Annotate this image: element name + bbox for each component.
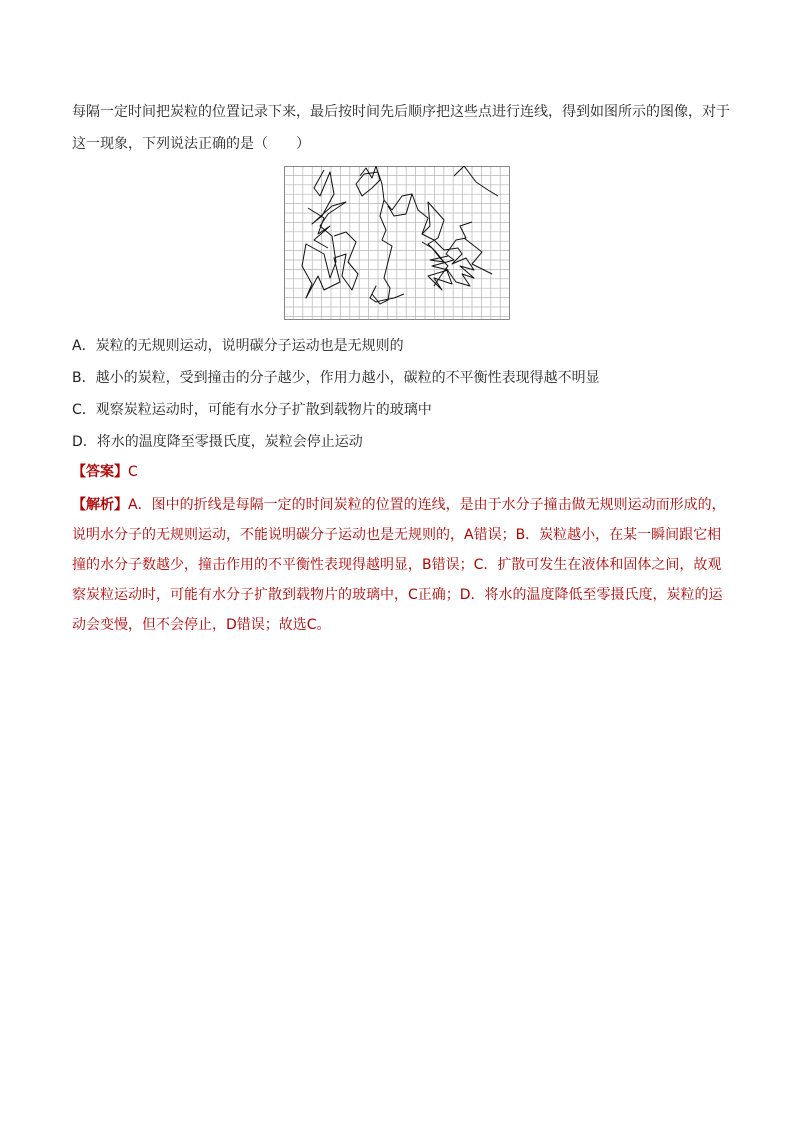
question-stem: 每隔一定时间把炭粒的位置记录下来，最后按时间先后顺序把这些点进行连线，得到如图所示的图像，对于这一现象，下列说法正确的是（ ） bbox=[72, 104, 730, 152]
option-a: A．炭粒的无规则运动，说明碳分子运动也是无规则的 bbox=[72, 338, 404, 354]
analysis-text: A．图中的折线是每隔一定的时间炭粒的位置的连线，是由于水分子撞击做无规则运动而形成的，说明水分子的无规则运动，不能说明碳分子运动也是无规则的，A错误；B．炭粒越小，在某一瞬间跟它相撞的水分子数越少，撞击作用的不平衡性表现得越明显，B错误；C．扩散可发生在液体和固体之间，故观察炭粒运动时，可能有水分子扩散到载物片的玻璃中，C正确；D．将水的温度降低至零摄氏度，炭粒的运动会变慢，但不会停止，D错误；故选C。 bbox=[72, 497, 726, 633]
options-list bbox=[72, 330, 732, 458]
brownian-path-diagram bbox=[284, 166, 510, 320]
answer-line bbox=[72, 458, 138, 486]
option-d: D．将水的温度降至零摄氏度，炭粒会停止运动 bbox=[72, 434, 363, 450]
trajectory-right bbox=[412, 194, 474, 290]
analysis-tag: 【解析】 bbox=[72, 497, 128, 513]
analysis-block bbox=[72, 490, 732, 640]
brownian-motion-figure bbox=[284, 166, 510, 320]
trajectory-left-branch bbox=[308, 208, 330, 248]
trajectory-right-upper bbox=[454, 166, 498, 196]
answer-value: C bbox=[128, 464, 138, 480]
answer-tag: 【答案】 bbox=[72, 464, 128, 480]
option-b: B．越小的炭粒，受到撞击的分子越少，作用力越小，碳粒的不平衡性表现得越不明显 bbox=[72, 370, 600, 386]
option-c: C．观察炭粒运动时，可能有水分子扩散到载物片的玻璃中 bbox=[72, 402, 432, 418]
